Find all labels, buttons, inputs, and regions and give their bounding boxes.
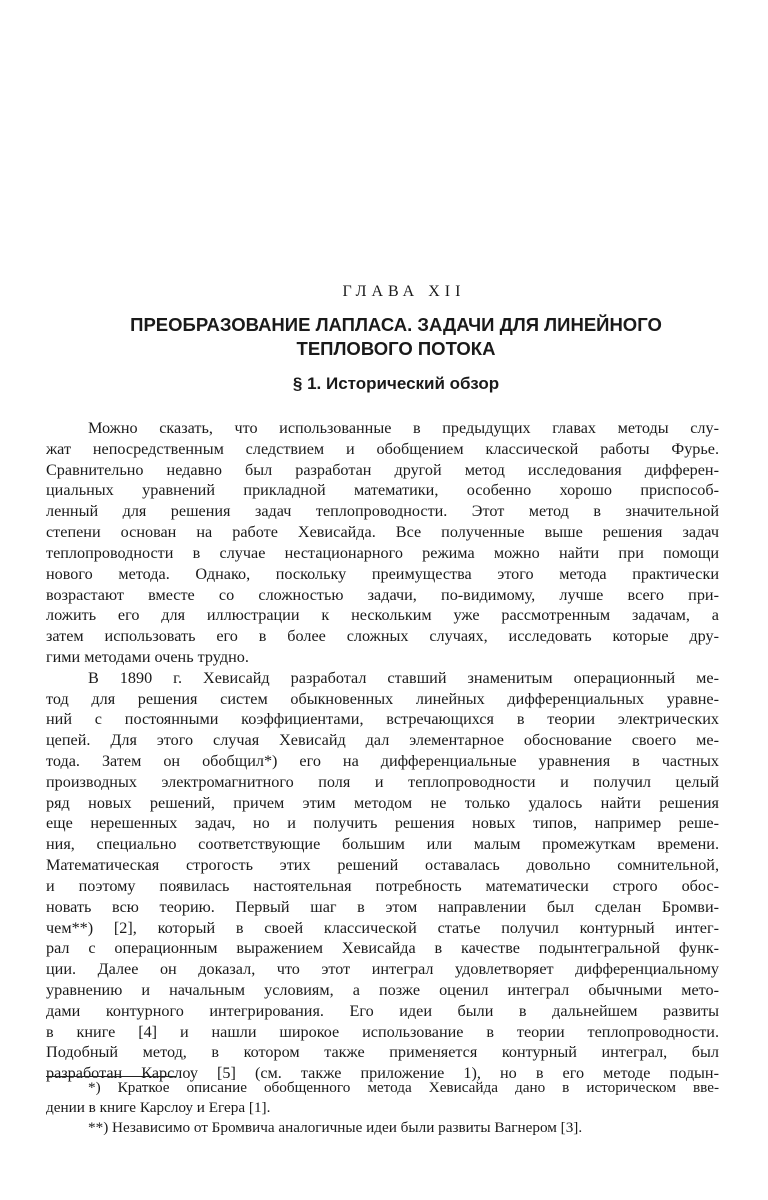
footnote-line: дении в книге Карслоу и Егера [1]. [46,1099,271,1116]
text-line: тод для решения систем обыкновенных линейных дифференциальных уравне- [46,689,719,708]
text-line: ряд новых решений, причем этим методом не только удалось найти решения [46,793,719,812]
paragraph-1 [46,418,719,668]
text-line: еще нерешенных задач, но и получить решения новых типов, например реше- [46,814,719,833]
text-line: циальных уравнений прикладной математики, особенно хорошо приспособ- [46,481,719,500]
text-line: и поэтому появилась настоятельная потребность математически строго обос- [46,876,719,895]
text-line: чем**) [2], который в своей классической статье получил контурный интег- [46,918,719,937]
text-line: степени основан на работе Хевисайда. Все полученные выше решения задач [46,523,719,542]
text-line: цепей. Для этого случая Хевисайд дал элементарное обоснование своего ме- [46,731,719,750]
footnote-line: **) Независимо от Бромвича аналогичные идеи были развиты Вагнером [3]. [88,1119,583,1136]
text-line: новать всю теорию. Первый шаг в этом направлении был сделан Бромви- [46,897,719,916]
chapter-title-line: ТЕПЛОВОГО ПОТОКА [296,338,496,359]
paragraph-2 [46,668,719,1084]
body-text [46,418,719,1084]
chapter-title-line: ПРЕОБРАЗОВАНИЕ ЛАПЛАСА. ЗАДАЧИ ДЛЯ ЛИНЕЙНОГО [130,314,662,335]
text-line: Подобный метод, в котором также применяется контурный интеграл, был [46,1043,719,1062]
text-line: Сравнительно недавно был разработан другой метод исследования дифферен- [46,460,719,479]
text-line: тода. Затем он обобщил*) его на дифференциальные уравнения в частных [46,752,719,770]
footnote-line: *) Краткое описание обобщенного метода Хевисайда дано в историческом вве- [88,1079,719,1096]
text-line: Можно сказать, что использованные в предыдущих главах методы слу- [88,419,719,437]
text-line: рал с операционным выражением Хевисайда в качестве подынтегральной функ- [46,939,719,958]
section-title: § 1. Исторический обзор [292,374,500,393]
chapter-title [0,313,768,361]
text-line: нового метода. Однако, поскольку преимущества этого метода практически [46,564,719,583]
text-line: затем использовать его в более сложных случаях, исследовать которые дру- [46,627,719,646]
text-line: разработан Карслоу [5] (см. также приложение 1), но в его методе подын- [46,1064,719,1083]
text-line: ния, специально соответствующие большим или малым промежуткам времени. [46,835,719,854]
text-line: ленный для решения задач теплопроводности. Этот метод в значительной [46,502,719,521]
text-line: В 1890 г. Хевисайд разработал ставший знаменитым операционный ме- [88,668,719,687]
text-line: ложить его для иллюстрации к нескольким уже рассмотренным задачам, а [46,606,719,625]
text-line: жат непосредственным следствием и обобщением классической работы Фурье. [46,439,719,458]
text-line: ний с постоянными коэффициентами, встречающихся в теории электрических [46,710,719,729]
text-line: уравнению и начальным условиям, а позже оценил интеграл обычными мето- [46,980,719,999]
text-line: ции. Далее он доказал, что этот интеграл удовлетворяет дифференциальному [46,960,719,979]
text-line: производных электромагнитного поля и теплопроводности и получил целый [46,772,719,791]
chapter-label: ГЛАВА XII [342,283,466,300]
footnote-divider [46,1076,176,1077]
text-line: гими методами очень трудно. [46,647,249,666]
text-line: возрастают вместе со сложностью задачи, по-видимому, лучше всего при- [46,585,719,604]
footnotes [46,1078,719,1138]
text-line: Математическая строгость этих решений оставалась довольно сомнительной, [46,856,719,875]
text-line: в книге [4] и нашли широкое использование в теории теплопроводности. [46,1022,719,1041]
text-line: теплопроводности в случае нестационарного режима можно найти при помощи [46,543,719,562]
text-line: дами контурного интегрирования. Его идеи были в дальнейшем развиты [46,1001,719,1020]
